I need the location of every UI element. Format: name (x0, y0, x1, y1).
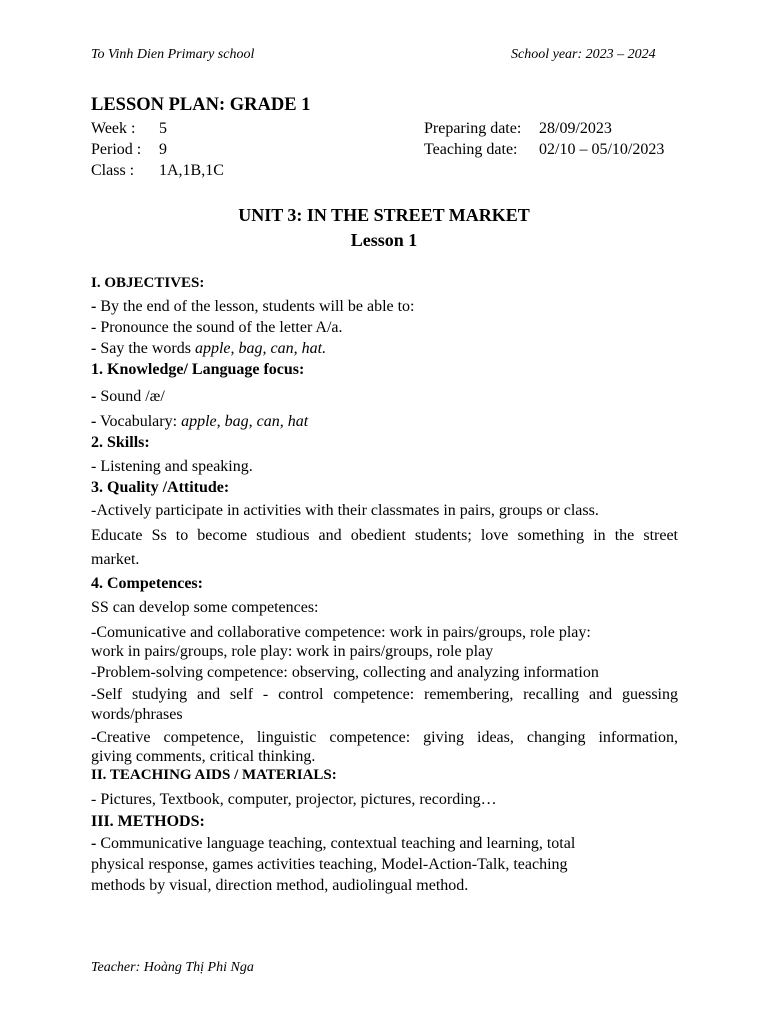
objectives-pronounce: - Pronounce the sound of the letter A/a. (91, 319, 343, 336)
week-label: Week : (91, 120, 136, 137)
class-value: 1A,1B,1C (159, 162, 224, 179)
period-label: Period : (91, 141, 142, 158)
period-row (91, 139, 224, 160)
competence-item-1b: work in pairs/groups, role play: work in pairs/groups, role play (91, 643, 494, 660)
unit-title: UNIT 3: IN THE STREET MARKET (238, 205, 530, 225)
lesson-number: Lesson 1 (350, 230, 418, 250)
competence-item-4a: -Creative competence, linguistic competence: giving ideas, changing information, (91, 729, 678, 746)
teaching-date-row (424, 139, 664, 160)
teaching-aids-item: - Pictures, Textbook, computer, projector, pictures, recording… (91, 791, 497, 808)
objectives-say-words: - Say the words apple, bag, can, hat. (91, 340, 327, 357)
competence-item-3b: words/phrases (91, 706, 183, 723)
school-year: School year: 2023 – 2024 (511, 47, 656, 62)
knowledge-vocabulary: - Vocabulary: apple, bag, can, hat (91, 413, 309, 430)
teaching-aids-heading: II. TEACHING AIDS / MATERIALS: (91, 767, 337, 783)
knowledge-sound: - Sound /æ/ (91, 388, 165, 405)
preparing-date-label: Preparing date: (424, 120, 522, 137)
week-row (91, 118, 224, 139)
methods-heading: III. METHODS: (91, 813, 205, 830)
lesson-info-right (424, 118, 664, 160)
class-label: Class : (91, 162, 135, 179)
objectives-intro: - By the end of the lesson, students will be able to: (91, 298, 415, 315)
period-value: 9 (159, 141, 167, 158)
competences-heading: 4. Competences: (91, 575, 203, 592)
skills-heading: 2. Skills: (91, 434, 150, 451)
methods-line-3: methods by visual, direction method, audiolingual method. (91, 877, 469, 894)
teaching-date-label: Teaching date: (424, 141, 518, 158)
quality-line-3: market. (91, 551, 140, 568)
skills-item: - Listening and speaking. (91, 458, 253, 475)
teacher-name: Teacher: Hoàng Thị Phi Nga (91, 960, 254, 975)
methods-line-2: physical response, games activities teaching, Model-Action-Talk, teaching (91, 856, 568, 873)
teaching-date-value: 02/10 – 05/10/2023 (539, 141, 665, 158)
methods-line-1: - Communicative language teaching, contextual teaching and learning, total (91, 835, 576, 852)
competence-item-4b: giving comments, critical thinking. (91, 748, 316, 765)
class-row (91, 160, 224, 181)
competence-item-3a: -Self studying and self - control competence: remembering, recalling and guessing (91, 686, 678, 703)
quality-line-1: -Actively participate in activities with their classmates in pairs, groups or class. (91, 502, 599, 519)
competences-intro: SS can develop some competences: (91, 599, 319, 616)
week-value: 5 (159, 120, 167, 137)
preparing-date-row (424, 118, 664, 139)
quality-heading: 3. Quality /Attitude: (91, 479, 230, 496)
quality-line-2: Educate Ss to become studious and obedient students; love something in the street (91, 527, 678, 544)
school-name: To Vinh Dien Primary school (91, 47, 255, 62)
objectives-heading: I. OBJECTIVES: (91, 275, 205, 291)
competence-item-1a: -Comunicative and collaborative competence: work in pairs/groups, role play: (91, 624, 591, 641)
competence-item-2: -Problem-solving competence: observing, collecting and analyzing information (91, 664, 599, 681)
knowledge-heading: 1. Knowledge/ Language focus: (91, 361, 305, 378)
preparing-date-value: 28/09/2023 (539, 120, 612, 137)
lesson-plan-title: LESSON PLAN: GRADE 1 (91, 95, 311, 115)
lesson-info-left (91, 118, 224, 181)
